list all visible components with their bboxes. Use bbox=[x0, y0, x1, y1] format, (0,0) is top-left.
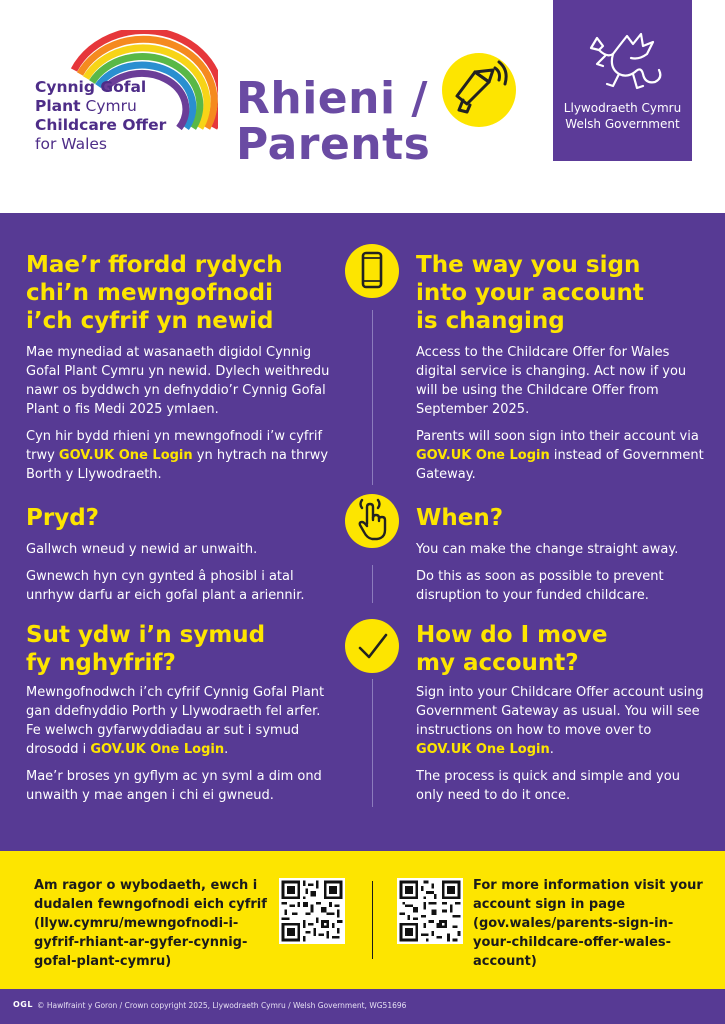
section-1-welsh bbox=[26, 251, 336, 484]
section-paragraph: The process is quick and simple and you only need to do it once. bbox=[416, 769, 680, 803]
section-paragraph: Access to the Childcare Offer for Wales digital service is changing. Act now if you will be using the Childcare Offer from September 2025. bbox=[416, 345, 687, 417]
section-paragraph bbox=[26, 427, 336, 484]
paragraph-text: instead of Government Gateway. bbox=[416, 448, 704, 482]
section-icon-circle bbox=[345, 494, 399, 548]
section-paragraph bbox=[26, 683, 336, 759]
heading-line: is changing bbox=[416, 308, 565, 334]
logo-line-3: Childcare Offer bbox=[35, 116, 167, 134]
paragraph-text: . bbox=[549, 742, 554, 757]
logo-line-4: for Wales bbox=[35, 135, 107, 153]
paragraph-text: Mewngofnodwch i’ch cyfrif Cynnig Gofal Plant gan ddefnyddio Porth y Llywodraeth fel arfer. Fe welwch gyfarwyddiadau ar sut i symud drosodd i bbox=[26, 685, 325, 757]
header bbox=[0, 0, 725, 213]
gov-uk-one-login-highlight: GOV.UK One Login bbox=[416, 448, 550, 463]
heading-line: How do I move bbox=[416, 622, 608, 648]
section-icon-circle bbox=[345, 244, 399, 298]
welsh-government-logo bbox=[553, 0, 692, 161]
section-paragraph bbox=[416, 427, 706, 484]
logo-line-2 bbox=[35, 97, 166, 116]
footer-text-english: For more information visit your account sign in page (gov.wales/parents-sign-in-your-childcare-offer-wales-account) bbox=[473, 878, 703, 969]
section-icon-circle bbox=[345, 619, 399, 673]
section-2-english bbox=[416, 504, 706, 605]
heading-line: Pryd? bbox=[26, 505, 99, 531]
footer-text-welsh: Am ragor o wybodaeth, ewch i dudalen fewngofnodi eich cyfrif (llyw.cymru/mewngofnodi-i-gyfrif-rhiant-ar-gyfer-cynnig-gofal-plant-cymru) bbox=[34, 878, 267, 969]
heading-line: i’ch cyfrif yn newid bbox=[26, 308, 274, 334]
welsh-dragon-icon bbox=[583, 28, 665, 94]
section-2-welsh bbox=[26, 504, 336, 605]
section-paragraph: Do this as soon as possible to prevent disruption to your funded childcare. bbox=[416, 569, 664, 603]
qr-code-icon bbox=[279, 878, 345, 944]
section-paragraph: Gallwch wneud y newid ar unwaith. bbox=[26, 542, 258, 557]
logo-line-2-bold: Plant bbox=[35, 97, 81, 115]
center-divider bbox=[372, 310, 373, 485]
section-paragraph bbox=[416, 683, 706, 759]
section-3-welsh bbox=[26, 621, 336, 805]
logo-line-2-rest: Cymru bbox=[80, 97, 137, 115]
section-3-english bbox=[416, 621, 706, 805]
heading-line: When? bbox=[416, 505, 504, 531]
bottom-strip bbox=[0, 989, 725, 1024]
heading-line: my account? bbox=[416, 650, 579, 676]
gov-uk-one-login-highlight: GOV.UK One Login bbox=[90, 742, 225, 757]
section-1-english bbox=[416, 251, 706, 484]
mobile-phone-icon bbox=[345, 244, 399, 298]
qr-code-welsh[interactable] bbox=[279, 878, 345, 944]
section-heading bbox=[26, 251, 336, 335]
wg-line-2: Welsh Government bbox=[565, 117, 680, 131]
section-paragraph: Gwnewch hyn cyn gynted â phosibl i atal unrhyw darfu ar eich gofal plant a ariennir. bbox=[26, 569, 305, 603]
center-divider bbox=[372, 565, 373, 603]
qr-code-english[interactable] bbox=[397, 878, 463, 944]
copyright-text: © Hawlfraint y Goron / Crown copyright 2025, Llywodraeth Cymru / Welsh Government, WG51696 bbox=[37, 1001, 407, 1010]
heading-line: Sut ydw i’n symud bbox=[26, 622, 266, 648]
gov-uk-one-login-highlight: GOV.UK One Login bbox=[416, 742, 550, 757]
logo-line-1: Cynnig Gofal bbox=[35, 78, 147, 96]
section-heading bbox=[26, 504, 336, 532]
section-paragraph: Mae mynediad at wasanaeth digidol Cynnig Gofal Plant Cymru yn newid. Dylech weithredu nawr os byddwch yn defnyddio’r Cynnig Gofal Plant o fis Medi 2025 ymlaen. bbox=[26, 345, 330, 417]
paragraph-text: yn hytrach na thrwy Borth y Llywodraeth. bbox=[26, 448, 329, 482]
qr-code-icon bbox=[397, 878, 463, 944]
page-title bbox=[236, 73, 431, 170]
section-heading bbox=[416, 504, 706, 532]
checkmark-icon bbox=[345, 619, 399, 673]
footer-divider bbox=[372, 881, 373, 959]
heading-line: The way you sign bbox=[416, 252, 641, 278]
title-line-1: Rhieni / bbox=[236, 73, 428, 124]
paragraph-text: . bbox=[224, 742, 229, 757]
footer-info bbox=[0, 851, 725, 989]
ogl-logo: OGL bbox=[13, 1000, 33, 1009]
hand-pointer-icon bbox=[345, 494, 399, 548]
megaphone-icon bbox=[441, 52, 517, 128]
heading-line: chi’n mewngofnodi bbox=[26, 280, 273, 306]
section-heading bbox=[26, 621, 336, 677]
section-paragraph: You can make the change straight away. bbox=[416, 542, 679, 557]
paragraph-text: Sign into your Childcare Offer account using Government Gateway as usual. You will see instructions on how to move over to bbox=[416, 685, 704, 738]
section-heading bbox=[416, 251, 706, 335]
welsh-government-text bbox=[553, 100, 692, 132]
heading-line: into your account bbox=[416, 280, 644, 306]
gov-uk-one-login-highlight: GOV.UK One Login bbox=[58, 448, 193, 463]
section-heading bbox=[416, 621, 706, 677]
childcare-offer-logo-text bbox=[35, 78, 166, 154]
wg-line-1: Llywodraeth Cymru bbox=[563, 101, 682, 115]
paragraph-text: Parents will soon sign into their account via bbox=[416, 429, 699, 444]
center-divider bbox=[372, 679, 373, 807]
title-line-2: Parents bbox=[236, 119, 431, 170]
main-content bbox=[0, 213, 725, 851]
section-paragraph: Mae’r broses yn gyflym ac yn syml a dim ond unwaith y mae angen i chi ei gwneud. bbox=[26, 769, 322, 803]
paragraph-text: Cyn hir bydd rhieni yn mewngofnodi i’w cyfrif trwy bbox=[26, 429, 323, 463]
heading-line: fy nghyfrif? bbox=[26, 650, 176, 676]
heading-line: Mae’r ffordd rydych bbox=[26, 252, 283, 278]
